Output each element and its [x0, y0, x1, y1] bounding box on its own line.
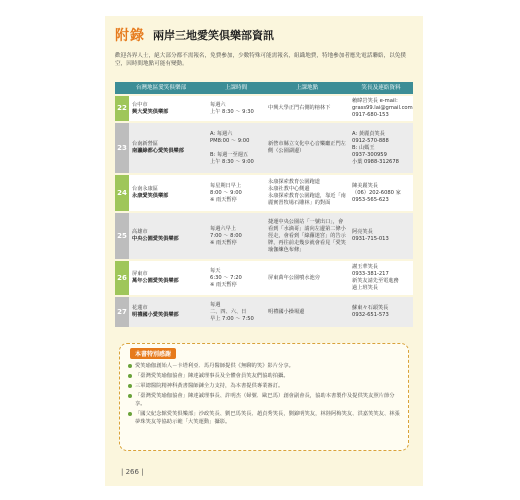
time-cell: 每天 6:30 ～ 7:20 ※ 雨天暫停 [207, 261, 265, 295]
table-header-row [115, 82, 413, 94]
intro-paragraph: 歡迎各界人士，絕大部分都不需報名，免費參加，少數特殊可能需報名，組織地費，特地參加者應先電話聯絡，以免撲空，因時間地點可能有變動。 [115, 53, 406, 67]
bullet-icon [128, 412, 132, 416]
location-cell: 捷運中央公園站「一號出口」，會看到「水滴哥」請向左邊第二條小徑走，會看到「綠蘿迷宮」的告示牌，再往前走幾步就會看見「愛笑瑜伽練色布條」 [265, 213, 349, 259]
list-item [128, 410, 404, 426]
list-item [128, 392, 404, 408]
contact-cell: 蘇東々石頭笑長 0932-651-573 [349, 297, 413, 327]
club-cell [129, 123, 207, 173]
location-cell: 中興大學正門右側的榕林下 [265, 96, 349, 121]
row-number: 23 [115, 123, 129, 173]
location-cell: 屏東萬年公園噴水池旁 [265, 261, 349, 295]
column-header-time: 上課時間 [207, 82, 265, 94]
table-row [115, 96, 413, 121]
table-row [115, 175, 413, 211]
club-area: 台南新營區 [132, 141, 158, 147]
bullet-icon [128, 364, 132, 368]
list-item-text: 「臺灣愛笑瑜伽協會」陳達誠理事長、許明杰（婦號．歐巴馬）創會副會長，協助本書製作及提供笑友照片節分享。 [135, 393, 395, 407]
list-item-text: 「臺灣愛笑瑜伽協會」陳達誠理事長及全體會員笑友們協助拍攝。 [135, 373, 289, 379]
location-cell: 明禮國小操場邊 [265, 297, 349, 327]
club-area: 台中市 [132, 101, 148, 108]
time-cell: 每星期日早上 8:00 ～ 9:00 ※ 雨天暫停 [207, 175, 265, 211]
row-number: 27 [115, 297, 129, 327]
book-page [105, 16, 423, 486]
page-header [115, 24, 274, 46]
contact-cell: 阿亮笑長 0931-715-013 [349, 213, 413, 259]
contact-cell: A: 黃麗貞笑長 0912-570-888 B: 山媽王 0937-300959 小葉 0988-312678 [349, 123, 413, 173]
row-number: 26 [115, 261, 129, 295]
bullet-icon [128, 384, 132, 388]
acknowledgements-title: 本書特別感謝 [130, 348, 176, 359]
list-item [128, 362, 404, 370]
row-number: 24 [115, 175, 129, 211]
club-name: 萬年公園愛笑俱樂部 [132, 278, 179, 284]
club-area: 屏東市 [132, 271, 148, 277]
page-number: | 266 | [121, 468, 144, 476]
time-cell: 每週六早上 7:00 ～ 8:00 ※ 雨天暫停 [207, 213, 265, 259]
column-header-contact: 笑長及連絡資料 [349, 82, 413, 94]
club-cell [129, 175, 207, 211]
row-number: 25 [115, 213, 129, 259]
column-header-location: 上課地點 [265, 82, 349, 94]
location-cell: 永康探索教育公園跑道 永康社教中心側邊 永康探索教育公園跑道，靠近「南麗實習牧場石雕林」的對面 [265, 175, 349, 211]
list-item-text: 三軍總醫院精神科黃書醫師鍊全力支持，為本書提供專業審訂。 [135, 383, 284, 389]
club-area: 台南永康區 [132, 186, 158, 192]
table-row [115, 213, 413, 259]
club-name: 永康愛笑俱樂部 [132, 193, 169, 199]
club-name: 南瀛綠都心愛笑俱樂部 [132, 148, 184, 154]
bullet-icon [128, 374, 132, 378]
club-name: 興大愛笑俱樂部 [132, 108, 169, 115]
club-cell [129, 96, 207, 121]
club-area: 花蓮市 [132, 305, 148, 311]
table-row [115, 261, 413, 295]
time-cell: A: 每週六 PM8:00 ～ 9:00 B: 每週一至週五 上午 8:30 ～ 9:00 [207, 123, 265, 173]
club-cell [129, 297, 207, 327]
acknowledgements-box [119, 343, 409, 451]
time-cell: 每週 二、四、六、日 早上 7:00 ～ 7:50 [207, 297, 265, 327]
time-cell: 每週六 上午 8:30 ～ 9:30 [207, 96, 265, 121]
appendix-label: 附錄 [115, 28, 145, 44]
club-name: 中央公園愛笑俱樂部 [132, 236, 179, 242]
acknowledgements-list [128, 362, 404, 428]
list-item [128, 382, 404, 390]
list-item-text: 愛笑瑜伽創始人－卡塔利亞．馬丹醫師提供《無聊的笑》影片分享。 [135, 363, 294, 369]
bullet-icon [128, 394, 132, 398]
contact-cell: 謝玉華笑長 0933-381-217 新笑友請先至電進務 過上班笑長 [349, 261, 413, 295]
table-row [115, 123, 413, 173]
list-item-text: 「國父紀念館愛笑俱樂部」沙政笑長、劉巴馬笑長、趙貞秀笑長，劉錦明笑友，林陸阿梅笑友、洪嘉笑笑友、林張夢珠笑友等協助示範「大笑運動」攝影。 [135, 411, 400, 425]
table-row [115, 297, 413, 327]
club-area: 高雄市 [132, 229, 148, 235]
clubs-table [115, 80, 413, 329]
club-cell [129, 213, 207, 259]
list-item [128, 372, 404, 380]
contact-cell: 陳美麗笑長 （06）202-6080 家 0953-565-623 [349, 175, 413, 211]
club-name: 明禮國小愛笑俱樂部 [132, 312, 179, 318]
column-header-club: 台灣地區愛笑俱樂部 [115, 82, 207, 94]
club-cell [129, 261, 207, 295]
page-title: 兩岸三地愛笑俱樂部資訊 [153, 29, 274, 42]
row-number: 22 [115, 96, 129, 121]
contact-cell: 賴暐岩笑長 e-mail： grass99.lai@gmail.com 0917-680-153 [349, 96, 413, 121]
location-cell: 新營市縣立文化中心音樂廳正門左側（公園湖邊） [265, 123, 349, 173]
